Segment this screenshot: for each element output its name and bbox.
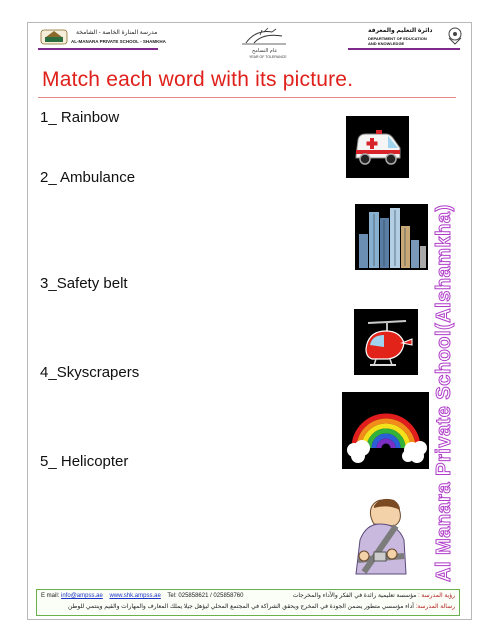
- word-number: 5_: [40, 453, 57, 470]
- school-mission: [68, 603, 455, 610]
- picture-helicopter: [354, 309, 418, 375]
- header-divider-right: [348, 48, 460, 50]
- word-item: [40, 364, 139, 381]
- vision-text: مؤسسة تعليمية رائدة في الفكر والأداء والمخرجات: [292, 593, 417, 599]
- school-watermark: Al Manara Private School(Alshamkha): [433, 204, 455, 582]
- word-text: Rainbow: [56, 109, 120, 126]
- school-header: [40, 28, 166, 48]
- department-name-en-1: DEPARTMENT OF EDUCATION: [368, 36, 427, 41]
- word-text: Ambulance: [56, 169, 136, 186]
- word-item: [40, 275, 128, 292]
- picture-skyscrapers: [355, 204, 428, 270]
- title-underline: [38, 97, 456, 98]
- website-link[interactable]: www.shk.ampss.ae: [109, 593, 161, 599]
- word-text: Skyscrapers: [56, 364, 140, 381]
- rainbow-icon: [342, 392, 429, 469]
- word-number: 4_: [40, 364, 57, 381]
- helicopter-icon: [354, 309, 418, 375]
- tolerance-en: YEAR OF TOLERANCE: [249, 55, 287, 59]
- department-header: [368, 27, 464, 49]
- footer-contact: [41, 593, 243, 599]
- word-number: 3_: [40, 275, 57, 292]
- worksheet-title: Match each word with its picture.: [42, 68, 354, 91]
- department-name-en-2: AND KNOWLEDGE: [368, 41, 405, 46]
- safety-belt-icon: [344, 494, 417, 577]
- word-number: 2_: [40, 169, 57, 186]
- email-link[interactable]: info@ampss.ae: [61, 593, 103, 599]
- mission-text: أداء مؤسسي متطور يضمن الجودة في المخرج ويحقق الشراكة في المجتمع المحلي ليؤهل جيلا يملك المعارف والمهارات والقيم وينتمي للوطن: [67, 604, 414, 610]
- picture-rainbow: [342, 392, 429, 469]
- word-number: 1_: [40, 109, 57, 126]
- tolerance-icon: [232, 26, 296, 48]
- mission-label: رسالة المدرسة:: [415, 604, 455, 610]
- tolerance-logo: [232, 26, 296, 62]
- skyscrapers-icon: [355, 204, 428, 270]
- phone-numbers: Tel: 025858621 / 025858760: [167, 593, 244, 599]
- header-divider-left: [38, 48, 158, 50]
- school-vision: [293, 592, 455, 599]
- word-item: [40, 169, 135, 186]
- word-text: Safety belt: [56, 275, 128, 292]
- word-item: [40, 453, 128, 470]
- picture-ambulance: [346, 116, 409, 178]
- picture-safety-belt: [344, 494, 417, 577]
- tolerance-ar: عام التسامح: [252, 48, 278, 54]
- footer: [36, 589, 460, 616]
- school-name-ar: مدرسة المنارة الخاصة - الشامخة: [76, 30, 158, 36]
- ambulance-icon: [346, 116, 409, 178]
- vision-label: رؤية المدرسة :: [418, 593, 455, 599]
- department-name-ar: دائرة التعليم والمعرفة: [368, 28, 433, 34]
- school-name-en: AL-MANARA PRIVATE SCHOOL - SHAMKHA: [71, 39, 166, 44]
- school-logo-icon: [40, 28, 68, 46]
- emblem-icon: [446, 26, 464, 46]
- word-item: [40, 109, 119, 126]
- email-label: E mail:: [41, 593, 62, 599]
- word-text: Helicopter: [56, 453, 129, 470]
